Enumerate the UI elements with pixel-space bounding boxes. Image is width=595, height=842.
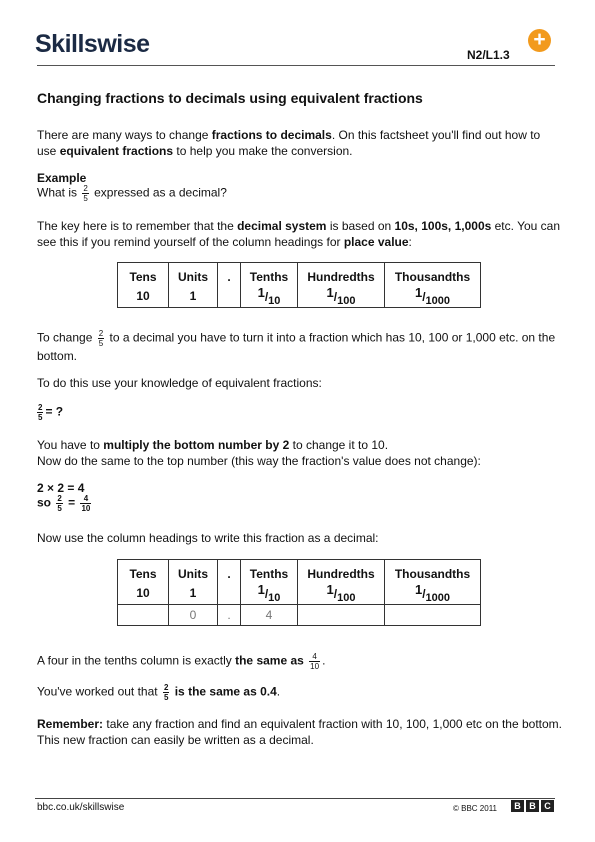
- header-units: Units: [169, 263, 218, 285]
- site-link[interactable]: bbc.co.uk/skillswise: [37, 802, 125, 813]
- header-hundredths: Hundredths: [298, 263, 385, 285]
- answer-cell: [298, 605, 385, 626]
- value-point: [218, 284, 241, 308]
- answer-cell: 0: [169, 605, 218, 626]
- use-knowledge-text: To do this use your knowledge of equivalent fractions:: [37, 376, 322, 390]
- header-tens: Tens: [118, 263, 169, 285]
- calc-so-line: so $\frac{2}{5}$ = $\frac{4}{10}$: [37, 494, 91, 513]
- level-code: N2/L1.3: [467, 48, 510, 62]
- header-thousandths: Thousandths: [385, 263, 481, 285]
- skillswise-logo: [35, 30, 150, 59]
- footer-divider: [35, 798, 555, 799]
- header-divider: [37, 65, 555, 66]
- answer-cell: .: [218, 605, 241, 626]
- fraction: $\frac{2}{5}$: [83, 184, 88, 203]
- answer-row: [118, 605, 481, 626]
- value-thousandths: 1/1000: [385, 284, 481, 308]
- copyright: © BBC 2011: [453, 804, 497, 813]
- header-tenths: Tenths: [241, 263, 298, 285]
- value-tenths: 1/10: [241, 284, 298, 308]
- change-paragraph: To change $\frac{2}{5}$ to a decimal you have to turn it into a fraction which has 10, 100 or 1,000 etc. on the bottom.: [37, 329, 556, 363]
- answer-table: Tens Units . Tenths Hundredths Thousandths 10 1 1/10 1/100 1/1000 0 . 4: [117, 559, 481, 626]
- intro-paragraph: There are many ways to change fractions to decimals. On this factsheet you'll find out how to use equivalent fractions to help you make the conversion.: [37, 128, 541, 158]
- calc-line: 2 × 2 = 4: [37, 481, 85, 495]
- example-heading: Example: [37, 171, 87, 185]
- value-tens: 10: [118, 284, 169, 308]
- value-hundredths: 1/100: [298, 284, 385, 308]
- bbc-logo: B B C: [511, 800, 554, 812]
- now-use-text: Now use the column headings to write this fraction as a decimal:: [37, 531, 379, 545]
- example-question: What is $\frac{2}{5}$ expressed as a decimal?: [37, 184, 227, 203]
- value-units: 1: [169, 284, 218, 308]
- logo-text: Skillswise: [35, 30, 150, 58]
- page-title: Changing fractions to decimals using equivalent fractions: [37, 90, 423, 106]
- place-value-table: [117, 262, 481, 308]
- equation-question: $\frac{2}{5}$ = ?: [38, 403, 64, 422]
- key-paragraph: The key here is to remember that the decimal system is based on 10s, 100s, 1,000s etc. You can see this if you remind yourself of the column headings for place value:: [37, 219, 561, 249]
- header-point: .: [218, 263, 241, 285]
- plus-icon[interactable]: +: [528, 29, 551, 52]
- remember-paragraph: Remember: take any fraction and find an equivalent fraction with 10, 100, 1,000 etc on the bottom. This new fraction can easily be written as a decimal.: [37, 717, 562, 747]
- four-paragraph: A four in the tenths column is exactly the same as $\frac{4}{10}$ .: [37, 652, 326, 671]
- multiply-paragraph: You have to multiply the bottom number by 2 to change it to 10. Now do the same to the top number (this way the fraction's value does not change):: [37, 438, 481, 468]
- worked-paragraph: You've worked out that $\frac{2}{5}$ is the same as 0.4.: [37, 683, 281, 702]
- answer-cell: [118, 605, 169, 626]
- fraction: $\frac{2}{5}$: [98, 329, 104, 348]
- answer-cell: 4: [241, 605, 298, 626]
- answer-cell: [385, 605, 481, 626]
